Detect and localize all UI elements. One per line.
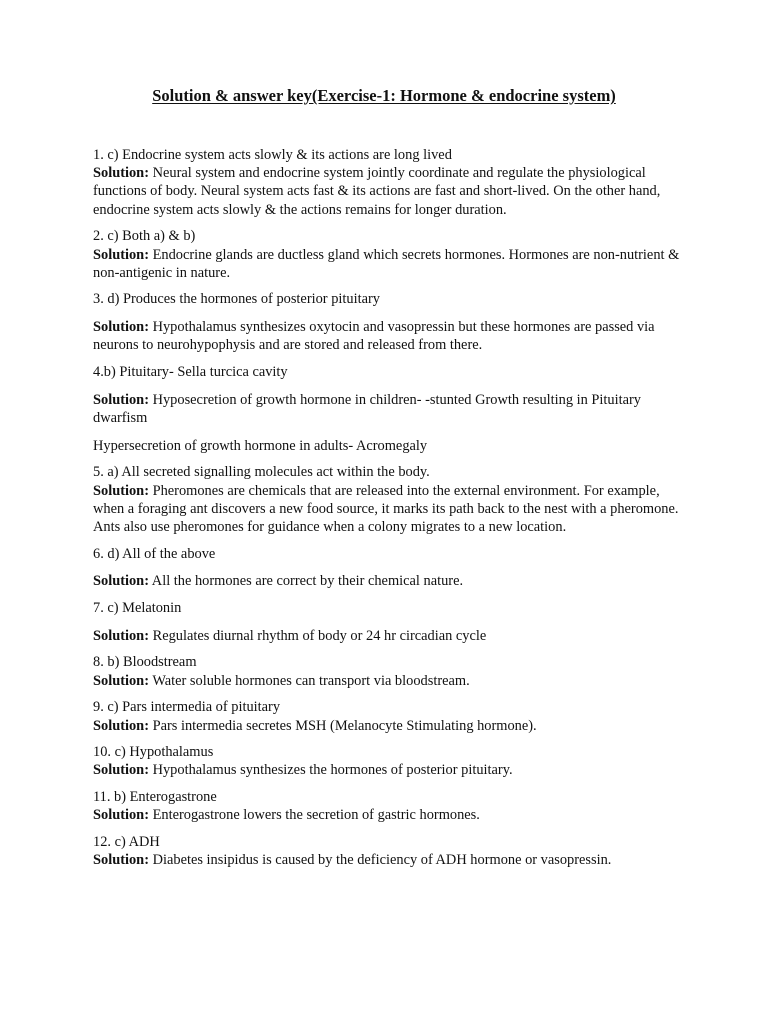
solution-label: Solution: (93, 762, 149, 779)
solution-text: Pheromones are chemicals that are released into the external environment. For example, when a foraging ant discovers a new food source, it marks its path back to the nest with a pheromone. Ants also use pheromones for guidance when a colony migrates to a new location. (93, 482, 679, 535)
solution-text: Diabetes insipidus is caused by the deficiency of ADH hormone or vasopressin. (152, 852, 612, 869)
solution-paragraph (93, 806, 683, 824)
solution-paragraph (93, 318, 683, 354)
answer-line: 2. c) Both a) & b) (93, 228, 196, 245)
solution-paragraph (93, 717, 683, 735)
solution-paragraph (93, 761, 683, 779)
solution-paragraph (93, 572, 683, 590)
answer-item-10 (93, 743, 683, 779)
answer-item-4 (93, 363, 683, 455)
solution-text: Endocrine glands are ductless gland which secrets hormones. Hormones are non-nutrient & non-antigenic in nature. (93, 246, 680, 281)
solution-text: Enterogastrone lowers the secretion of gastric hormones. (152, 807, 480, 824)
solution-label: Solution: (93, 627, 149, 644)
answer-line: 4.b) Pituitary- Sella turcica cavity (93, 364, 288, 381)
page-title: Solution & answer key(Exercise-1: Hormone & endocrine system) (152, 86, 616, 105)
solution-label: Solution: (93, 852, 149, 869)
solution-paragraph (93, 482, 683, 537)
solution-text: Regulates diurnal rhythm of body or 24 hr circadian cycle (152, 627, 487, 644)
solution-text: Water soluble hormones can transport via bloodstream. (152, 672, 470, 689)
solution-label: Solution: (93, 165, 149, 182)
answer-line: 10. c) Hypothalamus (93, 744, 214, 761)
answer-item-12 (93, 833, 683, 869)
solution-label: Solution: (93, 672, 149, 689)
solution-extra: Hypersecretion of growth hormone in adults- Acromegaly (93, 437, 428, 454)
solution-text: All the hormones are correct by their chemical nature. (151, 573, 464, 590)
answer-item-8 (93, 653, 683, 689)
answer-item-7 (93, 599, 683, 645)
solution-text: Pars intermedia secretes MSH (Melanocyte Stimulating hormone). (152, 717, 537, 734)
answer-line: 1. c) Endocrine system acts slowly & its actions are long lived (93, 147, 452, 163)
solution-text: Hypothalamus synthesizes oxytocin and vasopressin but these hormones are passed via neurons to neurohypophysis and are stored and released from there. (93, 319, 655, 354)
answer-item-6 (93, 545, 683, 591)
solution-paragraph (93, 672, 683, 690)
solution-paragraph (93, 164, 683, 219)
answer-item-9 (93, 698, 683, 734)
solution-paragraph (93, 627, 683, 645)
answer-item-2 (93, 227, 683, 282)
solution-text: Neural system and endocrine system jointly coordinate and regulate the physiological functions of body. Neural system acts fast & its actions are fast and short-lived. On the other hand, endocrine system acts slowly & the actions remains for longer duration. (93, 165, 661, 218)
answer-list (93, 146, 683, 878)
solution-paragraph (93, 246, 683, 282)
answer-line: 8. b) Bloodstream (93, 654, 197, 671)
answer-line: 12. c) ADH (93, 834, 160, 851)
answer-line: 6. d) All of the above (93, 545, 216, 562)
answer-item-1 (93, 146, 683, 219)
answer-item-5 (93, 463, 683, 536)
solution-text: Hyposecretion of growth hormone in children- -stunted Growth resulting in Pituitary dwarfism (93, 391, 641, 426)
answer-item-3 (93, 290, 683, 354)
solution-label: Solution: (93, 391, 149, 408)
solution-text: Hypothalamus synthesizes the hormones of posterior pituitary. (152, 762, 513, 779)
answer-line: 7. c) Melatonin (93, 600, 182, 617)
solution-paragraph (93, 391, 683, 427)
solution-label: Solution: (93, 319, 149, 336)
solution-label: Solution: (93, 246, 149, 263)
solution-label: Solution: (93, 482, 149, 499)
answer-line: 9. c) Pars intermedia of pituitary (93, 699, 281, 716)
answer-line: 3. d) Produces the hormones of posterior pituitary (93, 291, 380, 308)
answer-line: 5. a) All secreted signalling molecules act within the body. (93, 464, 430, 481)
answer-item-11 (93, 788, 683, 824)
solution-label: Solution: (93, 807, 149, 824)
solution-paragraph (93, 851, 683, 869)
answer-line: 11. b) Enterogastrone (93, 789, 217, 806)
solution-label: Solution: (93, 717, 149, 734)
solution-label: Solution: (93, 573, 149, 590)
